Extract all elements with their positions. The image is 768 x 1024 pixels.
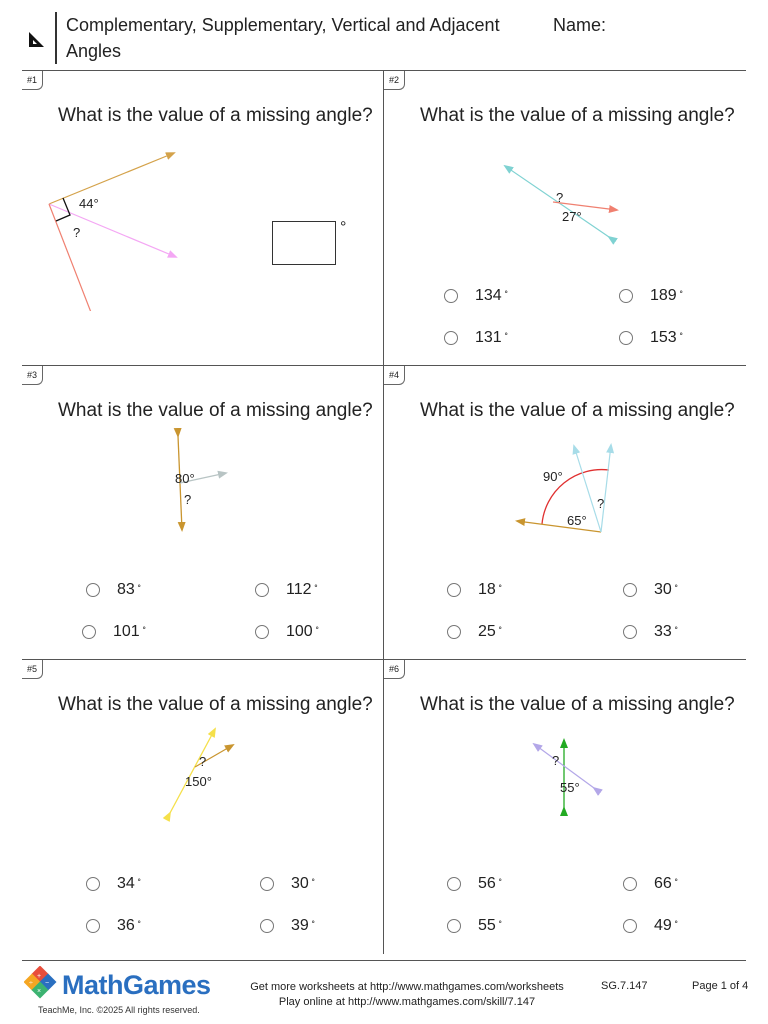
answer-input-box[interactable] bbox=[272, 221, 336, 265]
answer-choice[interactable]: 18 ˚ bbox=[447, 581, 502, 599]
radio-button[interactable] bbox=[623, 877, 637, 891]
radio-button[interactable] bbox=[260, 877, 274, 891]
svg-text:+: + bbox=[37, 973, 42, 980]
svg-text:÷: ÷ bbox=[29, 980, 33, 987]
problem-5 bbox=[22, 660, 384, 954]
problem-3 bbox=[22, 366, 384, 660]
answer-choice[interactable]: 56 ˚ bbox=[447, 875, 502, 893]
angle-label: 55° bbox=[560, 780, 580, 795]
play-online-link[interactable]: Play online at http://www.mathgames.com/skill/7.147 bbox=[278, 996, 536, 1008]
question-text: What is the value of a missing angle? bbox=[420, 400, 735, 421]
radio-button[interactable] bbox=[447, 625, 461, 639]
radio-button[interactable] bbox=[447, 877, 461, 891]
problem-1 bbox=[22, 71, 384, 365]
page-number: Page 1 of 4 bbox=[692, 980, 749, 992]
svg-text:−: − bbox=[45, 980, 50, 987]
radio-button[interactable] bbox=[444, 289, 458, 303]
angle-figure bbox=[22, 720, 384, 900]
answer-choice[interactable]: 49 ˚ bbox=[623, 917, 678, 935]
radio-button[interactable] bbox=[255, 625, 269, 639]
radio-button[interactable] bbox=[86, 919, 100, 933]
ray bbox=[49, 204, 99, 311]
problem-number: #3 bbox=[22, 366, 43, 385]
angle-label: 65° bbox=[567, 513, 587, 528]
answer-choice[interactable]: 131 ˚ bbox=[444, 329, 508, 347]
radio-button[interactable] bbox=[619, 289, 633, 303]
worksheet-title: Complementary, Supplementary, Vertical and Adjacent Angles bbox=[66, 15, 500, 61]
problem-2 bbox=[384, 71, 746, 365]
angle-label: ? bbox=[199, 754, 207, 769]
angle-label: ? bbox=[597, 496, 605, 511]
footer-rule bbox=[22, 960, 746, 961]
problem-number: #5 bbox=[22, 660, 43, 679]
answer-choice[interactable]: 39 ˚ bbox=[260, 917, 315, 935]
answer-choice[interactable]: 153 ˚ bbox=[619, 329, 683, 347]
answer-choice[interactable]: 36 ˚ bbox=[86, 917, 141, 935]
question-text: What is the value of a missing angle? bbox=[58, 694, 373, 715]
answer-choice[interactable]: 112 ˚ bbox=[255, 581, 318, 599]
radio-button[interactable] bbox=[86, 877, 100, 891]
answer-choice[interactable]: 134 ˚ bbox=[444, 287, 508, 305]
angle-figure bbox=[384, 426, 746, 606]
answer-choice[interactable]: 34 ˚ bbox=[86, 875, 141, 893]
problem-6 bbox=[384, 660, 746, 954]
angle-label: 150° bbox=[185, 774, 212, 789]
answer-choice[interactable]: 83 ˚ bbox=[86, 581, 141, 599]
mathgames-logo-icon bbox=[24, 966, 64, 1006]
radio-button[interactable] bbox=[86, 583, 100, 597]
name-label: Name: bbox=[553, 15, 607, 35]
ray bbox=[49, 153, 174, 204]
header-divider bbox=[55, 12, 57, 64]
answer-choice[interactable]: 100 ˚ bbox=[255, 623, 319, 641]
radio-button[interactable] bbox=[623, 583, 637, 597]
angle-figure bbox=[22, 426, 384, 606]
answer-choice[interactable]: 30 ˚ bbox=[623, 581, 678, 599]
question-text: What is the value of a missing angle? bbox=[420, 105, 735, 126]
skill-code: SG.7.147 bbox=[601, 980, 648, 992]
worksheet-header bbox=[0, 0, 768, 70]
ray bbox=[517, 521, 601, 532]
answer-choice[interactable]: 101 ˚ bbox=[82, 623, 146, 641]
radio-button[interactable] bbox=[444, 331, 458, 345]
problem-4 bbox=[384, 366, 746, 660]
angle-label: 80° bbox=[175, 471, 195, 486]
brand-name: MathGames bbox=[62, 970, 211, 1000]
radio-button[interactable] bbox=[623, 625, 637, 639]
radio-button[interactable] bbox=[447, 583, 461, 597]
angle-label: ? bbox=[552, 753, 560, 768]
angle-label: ? bbox=[184, 492, 192, 507]
problem-number: #2 bbox=[384, 71, 405, 90]
radio-button[interactable] bbox=[260, 919, 274, 933]
angle-label: ? bbox=[556, 190, 564, 205]
radio-button[interactable] bbox=[619, 331, 633, 345]
copyright-text: TeachMe, Inc. ©2025 All rights reserved. bbox=[38, 1005, 200, 1015]
answer-choice[interactable]: 25 ˚ bbox=[447, 623, 502, 641]
answer-choice[interactable]: 66 ˚ bbox=[623, 875, 678, 893]
answer-choice[interactable]: 55 ˚ bbox=[447, 917, 502, 935]
problem-number: #6 bbox=[384, 660, 405, 679]
set-square-icon bbox=[26, 28, 48, 50]
line bbox=[170, 729, 215, 813]
worksheets-link[interactable]: Get more worksheets at http://www.mathgames.com/worksheets bbox=[250, 981, 564, 993]
problem-number: #1 bbox=[22, 71, 43, 90]
problem-number: #4 bbox=[384, 366, 405, 385]
angle-figure bbox=[384, 720, 746, 900]
question-text: What is the value of a missing angle? bbox=[58, 105, 373, 126]
radio-button[interactable] bbox=[255, 583, 269, 597]
degree-symbol: ° bbox=[340, 219, 347, 236]
question-text: What is the value of a missing angle? bbox=[420, 694, 735, 715]
footer-links bbox=[222, 980, 592, 1010]
radio-button[interactable] bbox=[623, 919, 637, 933]
angle-label: 27° bbox=[562, 209, 582, 224]
svg-text:×: × bbox=[37, 988, 42, 995]
answer-choice[interactable]: 189 ˚ bbox=[619, 287, 683, 305]
answer-choice[interactable]: 30 ˚ bbox=[260, 875, 315, 893]
ray bbox=[601, 445, 611, 532]
answer-choice[interactable]: 33 ˚ bbox=[623, 623, 678, 641]
angle-figure bbox=[384, 131, 746, 311]
question-text: What is the value of a missing angle? bbox=[58, 400, 373, 421]
radio-button[interactable] bbox=[82, 625, 96, 639]
angle-label: ? bbox=[73, 225, 81, 240]
angle-label: 44° bbox=[79, 196, 99, 211]
angle-label: 90° bbox=[543, 469, 563, 484]
radio-button[interactable] bbox=[447, 919, 461, 933]
